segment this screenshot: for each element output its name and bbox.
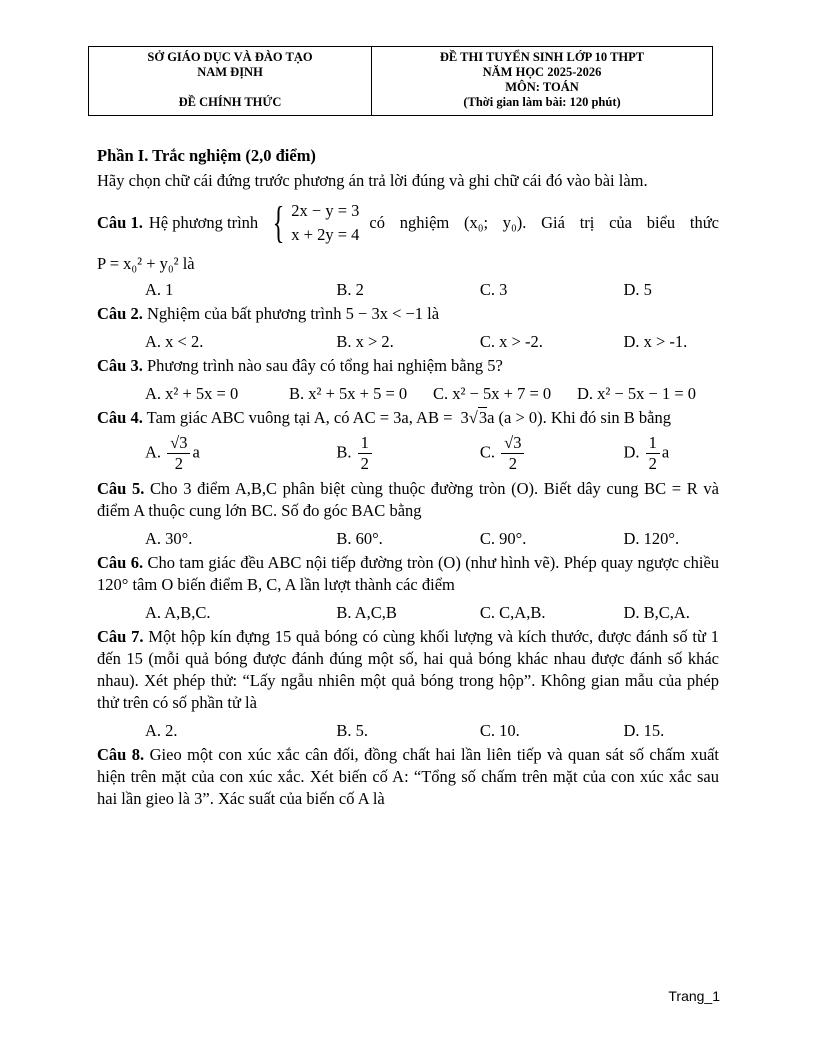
system-brace: {	[272, 198, 285, 247]
option-letter: D.	[623, 442, 640, 462]
question-1-options	[97, 279, 719, 301]
header-department: SỞ GIÁO DỤC VÀ ĐÀO TẠO	[147, 50, 313, 64]
question-4-text-b: (a > 0). Khi đó sin B bằng	[498, 408, 671, 427]
option-d: D. x > -1.	[623, 332, 688, 351]
question-7-options	[97, 720, 719, 742]
question-2-options	[97, 331, 719, 353]
part-instruction: Hãy chọn chữ cái đứng trước phương án trả lời đúng và ghi chữ cái đó vào bài làm.	[97, 171, 648, 190]
radicand: 3	[478, 408, 488, 427]
question-5	[97, 478, 719, 522]
option-suffix: a	[192, 442, 200, 462]
question-1-expression: P = x₀² + y₀² là	[97, 254, 195, 273]
question-1-rest: có nghiệm (x₀; y₀). Giá trị của biểu thức	[369, 213, 719, 232]
header-left-cell	[89, 47, 372, 115]
header-exam-title: ĐỀ THI TUYỂN SINH LỚP 10 THPT	[439, 50, 645, 64]
option-b: B. A,C,B	[336, 603, 397, 622]
option-c: C. C,A,B.	[479, 603, 546, 622]
question-3	[97, 355, 719, 377]
question-label: Câu 7.	[97, 627, 144, 646]
question-label: Câu 1.	[97, 213, 143, 232]
ab-variable: a	[487, 408, 495, 427]
page-number: Trang_1	[668, 988, 720, 1004]
fraction	[358, 433, 372, 474]
option-c: C. x² − 5x + 7 = 0	[433, 384, 552, 403]
option-d: D. 5	[623, 280, 652, 299]
question-3-text: Phương trình nào sau đây có tổng hai nghiệm bằng 5?	[146, 356, 503, 375]
question-2	[97, 303, 719, 325]
question-5-options	[97, 528, 719, 550]
question-6-text: Cho tam giác đều ABC nội tiếp đường tròn (O) (như hình vẽ). Phép quay ngược chiều 120° tâm O biến điểm B, C, A lần lượt thành các điểm	[97, 553, 720, 594]
option-a: A. 2.	[145, 721, 178, 740]
option-letter: A.	[145, 442, 162, 462]
equation-system	[291, 199, 359, 247]
option-c: C. 10.	[479, 721, 520, 740]
question-label: Câu 2.	[97, 304, 143, 323]
question-label: Câu 4.	[97, 408, 143, 427]
question-5-text: Cho 3 điểm A,B,C phân biệt cùng thuộc đường tròn (O). Biết dây cung BC = R và điểm A thuộc cung lớn BC. Số đo góc BAC bằng	[97, 479, 719, 520]
question-label: Câu 6.	[97, 553, 144, 572]
question-4-text-a: Tam giác ABC vuông tại A, có AC = 3a, AB =	[146, 408, 453, 427]
option-letter: B.	[336, 442, 352, 462]
exam-content	[97, 145, 719, 810]
fraction	[501, 433, 524, 474]
option-d: D. B,C,A.	[623, 603, 690, 622]
option-a: A. x² + 5x = 0	[145, 384, 239, 403]
option-letter: C.	[479, 442, 496, 462]
question-2-text: Nghiệm của bất phương trình 5 − 3x < −1 là	[146, 304, 440, 323]
numerator: √3	[167, 433, 190, 454]
option-suffix: a	[661, 442, 670, 462]
question-1	[97, 195, 719, 251]
question-label: Câu 5.	[97, 479, 145, 498]
question-4	[97, 407, 719, 429]
header-province: NAM ĐỊNH	[197, 65, 263, 79]
question-4-options	[97, 433, 719, 474]
question-8	[97, 744, 719, 810]
option-d: D. 120°.	[623, 529, 680, 548]
equation-1: 2x − y = 3	[291, 201, 360, 220]
question-6-options	[97, 602, 719, 624]
numerator: 1	[358, 433, 372, 454]
option-d: D. x² − 5x − 1 = 0	[577, 384, 697, 403]
question-7-text: Một hộp kín đựng 15 quả bóng có cùng khối lượng và kích thước, được đánh số từ 1 đến 15 (mỗi quả bóng được đánh đúng một số, hai quả bóng khác nhau được đánh số khác nhau). Xét phép thử: “Lấy ngẫu nhiên một quả bóng trong hộp”. Không gian mẫu của phép thử trên có số phần tử là	[97, 627, 719, 712]
option-c: C. 90°.	[479, 529, 527, 548]
question-7	[97, 626, 719, 714]
fraction	[646, 433, 660, 474]
question-1-lead: Hệ phương trình	[148, 213, 259, 232]
question-6	[97, 552, 719, 596]
header-right-cell	[372, 47, 712, 115]
option-b	[288, 433, 432, 474]
option-d	[575, 433, 719, 474]
option-c: C. 3	[479, 280, 508, 299]
fraction	[167, 433, 190, 474]
option-b: B. 5.	[336, 721, 368, 740]
option-a	[97, 433, 288, 474]
denominator: 2	[174, 454, 183, 473]
option-c	[432, 433, 576, 474]
header-duration: (Thời gian làm bài: 120 phút)	[463, 95, 621, 109]
header-school-year: NĂM HỌC 2025-2026	[482, 65, 602, 79]
denominator: 2	[648, 454, 657, 473]
question-label: Câu 3.	[97, 356, 143, 375]
option-b: B. x > 2.	[336, 332, 394, 351]
question-label: Câu 8.	[97, 745, 145, 764]
denominator: 2	[360, 454, 369, 473]
ab-value	[461, 408, 495, 427]
numerator: √3	[501, 433, 524, 454]
option-a: A. x < 2.	[145, 332, 204, 351]
sqrt-symbol: √3	[468, 408, 488, 427]
option-b: B. 60°.	[336, 529, 383, 548]
option-d: D. 15.	[623, 721, 665, 740]
question-3-options	[97, 383, 719, 405]
option-a: A. A,B,C.	[145, 603, 211, 622]
part-title: Phần I. Trắc nghiệm (2,0 điểm)	[97, 146, 316, 165]
denominator: 2	[508, 454, 517, 473]
header-subject: MÔN: TOÁN	[505, 80, 579, 94]
option-a: A. 1	[145, 280, 174, 299]
ab-coefficient: 3	[460, 408, 469, 427]
option-c: C. x > -2.	[479, 332, 543, 351]
option-a: A. 30°.	[145, 529, 193, 548]
option-b: B. x² + 5x + 5 = 0	[289, 384, 408, 403]
option-b: B. 2	[336, 280, 364, 299]
numerator: 1	[646, 433, 660, 454]
question-8-text: Gieo một con xúc xắc cân đối, đồng chất hai lần liên tiếp và quan sát số chấm xuất hiện trên mặt của con xúc xắc. Xét biến cố A: “Tổng số chấm trên mặt của con xúc xắc sau hai lần gieo là 3”. Xác suất của biến cố A là	[97, 745, 720, 808]
header-official: ĐỀ CHÍNH THỨC	[178, 95, 282, 109]
equation-2: x + 2y = 4	[291, 225, 360, 244]
exam-header-table	[88, 46, 713, 116]
